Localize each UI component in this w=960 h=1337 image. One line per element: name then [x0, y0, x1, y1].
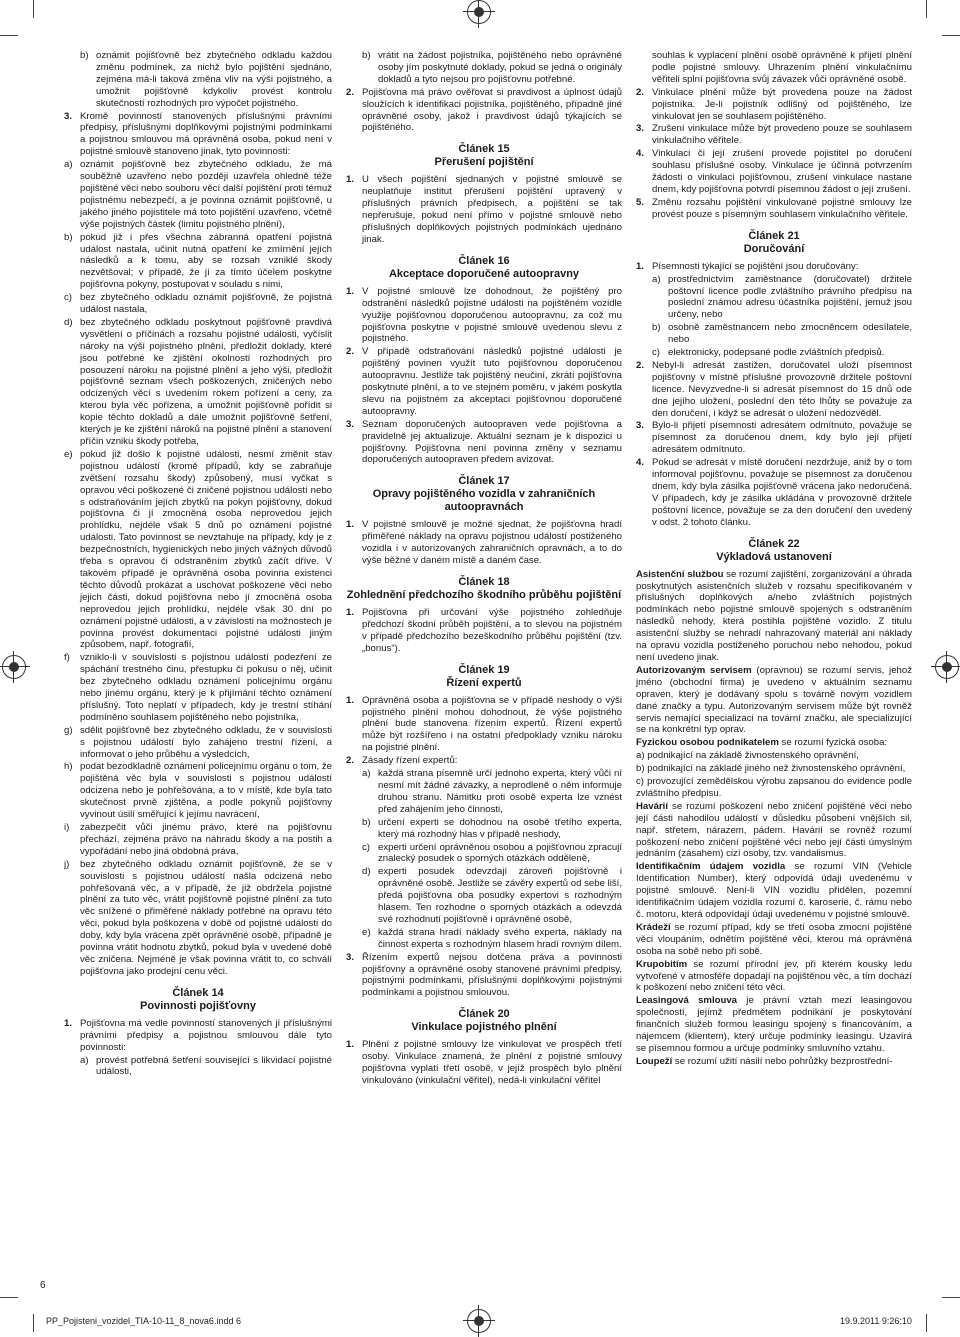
list-marker: c)	[652, 347, 660, 359]
list-item	[346, 419, 622, 467]
list-item-text: sdělit pojišťovně bez zbytečného odkladu, že v souvislosti s pojistnou událostí bylo zahájeno trestní řízení, a informovat o jeho průběhu a výsledcích,	[80, 724, 332, 760]
definition	[636, 861, 912, 921]
definition	[636, 776, 912, 800]
defined-term: Autorizovaným servisem	[636, 664, 752, 676]
list-marker: 3.	[636, 123, 645, 135]
article-title: Vinkulace pojistného plnění	[411, 1021, 557, 1034]
definition	[636, 922, 912, 958]
list-item-text: Seznam doporučených autoopraven vede pojišťovna a pravidelně jej aktualizuje. Aktuální seznam je k dispozici u pojišťovny. Pojišťovna není povinna změny v seznamu doporučených autoopraven předem avizovat.	[362, 418, 622, 466]
definition-text: se rozumí fyzická osoba:	[778, 737, 888, 749]
list-marker: 1.	[346, 1039, 355, 1051]
article-title: Výkladová ustanovení	[716, 550, 832, 563]
list-item	[64, 761, 332, 821]
list-item-text: Pojišťovna má vedle povinností stanovených jí příslušnými právními předpisy a pojistnou smlouvou dále tyto povinnosti:	[80, 1017, 332, 1053]
list-marker: j)	[64, 858, 70, 870]
defined-term: Asistenční službou	[636, 568, 724, 580]
list-item-text: Zásady řízení expertů:	[362, 755, 458, 767]
list-item-text: Pojišťovna při určování výše pojistného zohledňuje předchozí škodní průběh pojištění, a to slevou na pojistném v případě předchozího bezeškodního průběhu pojištění (tzv. „bonus“).	[362, 607, 622, 654]
list-item	[636, 360, 912, 420]
definition-text: je právní vztah mezi leasingovou společností, jejímž předmětem podnikání je poskytování finančních služeb formou leasingu spojený s financováním, a nájemcem (klientem), který určuje podmínky leasingu. Uzavírá se písemnou formou a určuje podmínky smluvního vztahu.	[636, 995, 912, 1054]
list-item	[346, 842, 622, 866]
definition-text: se rozumí přírodní jev, při kterém kousky ledu vytvořené v atmosféře dopadají na pojištěnou věc, a tím dochází k poškození nebo zničení této věci.	[636, 958, 912, 994]
defined-term: Leasingová smlouva	[636, 995, 738, 1007]
list-marker: d)	[64, 316, 73, 328]
list-item-text: Oprávněná osoba a pojišťovna se v případě neshody o výši pojistného plnění mohou dohodnout, že výše pojistného plnění bude stanovena řízením expertů. Řízení expertů může být rozšířeno i na ostatní předpoklady vzniku nároku na pojistné plnění.	[362, 694, 622, 754]
list-item-text: Kromě povinností stanovených příslušnými právními předpisy, příslušnými doplňkovými pojistnými podmínkami a pojistnou smlouvou má oprávněná osoba, pokud není v pojistné smlouvě stanoveno jinak, tyto povinnosti:	[80, 110, 332, 158]
list-item	[346, 174, 622, 245]
definition-text: b) podnikající na základě jiného než živnostenského oprávnění,	[636, 763, 906, 775]
list-item	[636, 347, 912, 359]
list-item	[346, 927, 622, 951]
list-item	[346, 607, 622, 655]
list-marker: f)	[64, 652, 70, 664]
list-marker: a)	[652, 273, 661, 285]
text-column-2	[346, 50, 622, 1295]
article-heading	[346, 255, 622, 281]
article-number: Článek 19	[458, 663, 510, 676]
definition	[636, 750, 912, 762]
article-title: Zohlednění předchozího škodního průběhu pojištění	[346, 589, 622, 601]
article-heading	[636, 230, 912, 256]
list-marker: 5.	[636, 196, 645, 208]
definition-text: se rozumí případ, kdy se třetí osoba zmocní pojištěné věci vloupáním, odnětím pojištěné věci, kterou má oprávněná osoba na sobě nebo při sobě.	[636, 921, 912, 957]
list-marker: 2.	[346, 755, 355, 767]
list-item	[636, 457, 912, 528]
list-item-text: experti posudek odevzdají zároveň pojišťovně i oprávněné osobě. Jestliže se závěry expertů od sebe liší, předá pojišťovna oba posudky expertovi s rozhodným hlasem. Ten rozhodne o sporných otázkách a odevzdá své rozhodnutí pojišťovně i oprávněné osobě,	[378, 866, 622, 925]
list-item-text: elektronicky, podepsané podle zvláštních předpisů.	[668, 347, 885, 359]
list-marker: i)	[64, 822, 70, 833]
list-item-text: osobně zaměstnancem nebo zmocněncem odesílatele, nebo	[668, 322, 912, 346]
list-marker: e)	[64, 448, 73, 460]
list-marker: 1.	[64, 1017, 73, 1029]
list-item-text: Vinkulace plnění může být provedena pouze na žádost pojistníka. Je-li pojistník odlišný od pojištěného, lze vinkulovat jen se souhlasem pojištěného.	[652, 86, 912, 122]
footer-date: 19.9.2011 9:26:10	[840, 1316, 912, 1326]
list-item	[346, 755, 622, 767]
text-column-1	[64, 50, 332, 1295]
list-item-text: oznámit pojišťovně bez zbytečného odkladu, že má souběžně uzavřeno nebo později uzavřela ohledně téže pojištěné věci nebo souboru věcí další pojištění proti témuž pojistnému nebezpečí, a je povinna oznámit pojišťovně, u jakého jiného pojistitele má toto pojištění uzavřeno, včetně výše pojistných částek (limitu pojistného plnění),	[80, 159, 332, 230]
defined-term: Loupeží	[636, 1055, 673, 1067]
list-item	[636, 261, 912, 273]
article-number: Článek 17	[458, 475, 510, 488]
list-marker: d)	[362, 866, 371, 878]
list-marker: a)	[362, 768, 371, 780]
list-item	[64, 317, 332, 448]
definition-text: se rozumí užití násilí nebo pohrůžky bezprostřední-	[672, 1055, 893, 1067]
list-item-text: každá strana písemně určí jednoho experta, který vůči ní nesmí mít žádné závazky, a neprodleně o něm informuje druhou stranu. Námitku proti osobě experta lze vznést před zahájením jeho činnosti,	[378, 768, 622, 815]
crop-mark	[926, 0, 927, 18]
list-item	[64, 449, 332, 651]
list-marker: h)	[64, 761, 73, 773]
article-number: Článek 22	[748, 537, 800, 550]
article-number: Článek 16	[458, 254, 510, 267]
defined-term: Krádeží	[636, 921, 671, 933]
list-item-text: prostřednictvím zaměstnance (doručovatel) držitele poštovní licence podle zvláštního právního předpisu na poslední známou adresu účastníka pojištění, jemuž jsou určeny, nebo	[668, 273, 912, 321]
list-item	[636, 197, 912, 221]
list-item-text: V pojistné smlouvě je možné sjednat, že pojišťovna hradí přiměřené náklady na opravu pojistnou událostí postiženého vozidla i v autorizovaných zahraničních opravnách, a to do výše běžné v daném místě a daném čase.	[362, 519, 622, 567]
list-item-text: Pokud se adresát v místě doručení nezdržuje, aniž by o tom informoval pojišťovnu, považuje se písemnost za doručenou dnem, kdy byla zásilka pojišťovně vrácena jako nedoručená. V případech, kdy je zásilka ukládána v provozovně držitele poštovní licence, považuje se za den doručení den uvedený v odst. 2 tohoto článku.	[652, 457, 912, 528]
article-title: Řízení expertů	[446, 676, 522, 689]
list-item-text: V pojistné smlouvě lze dohodnout, že pojištěný pro odstranění následků pojistné události na pojištěném vozidle využije pojišťovnou doporučenou autoopravnu, za což mu pojišťovna poskytne v pojistné smlouvě uvedenou slevu z pojistného.	[362, 285, 622, 345]
registration-mark-left	[2, 655, 26, 679]
list-item-text: provést potřebná šetření související s likvidací pojistné události,	[96, 1054, 332, 1078]
list-item	[64, 652, 332, 723]
list-marker: 2.	[346, 86, 355, 98]
article-title: Akceptace doporučené autoopravny	[388, 267, 580, 280]
article-heading	[346, 1008, 622, 1034]
definition	[636, 959, 912, 995]
definition-text: se rozumí VIN (Vehicle Identification Number), který odpovídá údaji uvedenému v pojistné smlouvě. Není-li VIN vozidlu přidělen, pozemní identifikačním údajem vozidla rozumí č. karoserie, č. rámu nebo č. motoru, která odpovídají údaji uvedenému v pojistné smlouvě.	[636, 861, 912, 920]
list-item-text: každá strana hradí náklady svého experta, náklady na činnost experta s rozhodným hlasem hradí rovným dílem.	[378, 926, 622, 950]
list-marker: 1.	[346, 519, 355, 531]
list-item-text: souhlas k vyplacení plnění osobě oprávněné k přijetí plnění podle pojistné smlouvy. Uhrazením plnění vinkulačnímu věřiteli splní pojišťovna svůj závazek vůči oprávněné osobě.	[652, 50, 912, 85]
list-item-text: Nebyl-li adresát zastižen, doručovatel uloží písemnost pojišťovny v místně příslušné provozovně držitele poštovní licence. Nevyzvedne-li si adresát písemnost do 15 dnů ode dne jejího uložení, poslední den této lhůty se považuje za den doručení, i když se adresát o uložení nedozvěděl.	[652, 359, 912, 419]
list-item	[346, 1039, 622, 1087]
definition-text: se rozumí zajištění, zorganizování a úhrada poskytnutých asistenčních služeb v rozsahu specifikovaném v příslušných doplňkových a/nebo zvláštních pojistných podmínkách nebo pojistné smlouvě spojených s odstraněním následků nehody, která postihla pojištěné vozidlo. Z titulu asistenční služby se nehradí nahrazovaný materiál ani náklady na opravu vozidla postiženého poruchou nebo nehodou, pokud není uvedeno jinak.	[636, 568, 912, 663]
list-item-text: experti určení oprávněnou osobou a pojišťovnou zpracují znalecký posudek o sporných otázkách odděleně,	[378, 841, 622, 865]
registration-mark-bottom	[467, 1309, 491, 1333]
list-item	[64, 859, 332, 978]
definition-text: se rozumí poškození nebo zničení pojištěné věci nebo její části nahodilou událostí v důsledku působení vnějších sil, např. střetem, nárazem, pádem. Havárií se rovněž rozumí poškození nebo zničení pojištěné věci nebo její části úmyslným jednáním (zásahem) cizí osoby, tzv. vandalismus.	[636, 800, 912, 860]
list-item-text: bez zbytečného odkladu oznámit pojišťovně, že se v souvislosti s pojistnou událostí našla odcizená nebo pohřešovaná věc, a v případě, že již obdržela pojistné plnění za tuto věc, vrátit pojišťovně pojistné plnění za tuto věc snížené o přiměřené náklady potřebné na opravu této věci, pokud byla poškozena v době od pojistné události do doby, kdy byla vrácena zpět oprávněné osobě, případně je povinna vrátit hodnotu zbytků, pokud byla v uvedené době věc zničena. Nejméně je však povinna vrátit to, co schválí pojišťovna jako prodejní cenu věci.	[80, 858, 332, 977]
list-item-text: Bylo-li přijetí písemnosti adresátem odmítnuto, považuje se písemnost za doručenou dnem, kdy bylo její přijetí adresátem odmítnuto.	[652, 420, 912, 456]
list-item-text: V případě odstraňování následků pojistné události je pojištěný povinen využít tuto pojišťovnou doporučenou autoopravnu. Jestliže tak pojištěný neučiní, zkrátí pojišťovna poskytnuté plnění, a to ve stejném poměru, v jakém poskytla slevu na pojistném za akceptaci pojišťovnou doporučené autoopravny.	[362, 346, 622, 417]
list-marker: 2.	[346, 346, 355, 358]
list-item-text: Zrušení vinkulace může být provedeno pouze se souhlasem vinkulačního věřitele.	[652, 123, 912, 147]
list-marker: a)	[64, 159, 73, 171]
list-item	[346, 50, 622, 86]
article-title: Povinnosti pojišťovny	[140, 999, 256, 1012]
article-heading	[346, 576, 622, 602]
list-item	[636, 50, 912, 86]
definition	[636, 1056, 912, 1068]
list-item-text: oznámit pojišťovně bez zbytečného odkladu každou změnu podmínek, za nichž bylo pojištění sjednáno, zejména má-li taková změna vliv na výši pojistného, a umožnit pojišťovně kdykoliv provést kontrolu skutečností rozhodných pro výpočet pojistného.	[96, 50, 332, 109]
page-number: 6	[40, 1280, 46, 1291]
crop-mark	[926, 1314, 927, 1332]
article-number: Článek 20	[458, 1008, 510, 1021]
list-item-text: Změnu rozsahu pojištění vinkulované pojistné smlouvy lze provést pouze s písemným souhlasem vinkulačního věřitele.	[652, 196, 912, 220]
list-item-text: vrátit na žádost pojistníka, pojištěného nebo oprávněné osoby jím poskytnuté doklady, pokud se jedná o originály dokladů a tyto nejsou pro pojišťovnu potřebné.	[378, 50, 622, 85]
crop-mark	[0, 1297, 18, 1298]
list-item	[636, 148, 912, 196]
article-number: Článek 18	[458, 576, 510, 588]
list-item-text: Písemnosti týkající se pojištění jsou doručovány:	[652, 260, 859, 272]
list-marker: c)	[64, 292, 72, 304]
definition	[636, 569, 912, 664]
definition-text: c) provozující zemědělskou výrobu zapsanou do evidence podle zvláštního předpisu.	[636, 776, 912, 799]
list-marker: 2.	[636, 359, 645, 371]
definition	[636, 763, 912, 775]
crop-mark	[942, 1297, 960, 1298]
list-marker: 3.	[346, 951, 355, 963]
defined-term: Fyzickou osobou podnikatelem	[636, 737, 779, 749]
definition	[636, 665, 912, 736]
list-marker: b)	[64, 231, 73, 243]
crop-mark	[942, 35, 960, 36]
list-item	[346, 952, 622, 1000]
article-heading	[636, 538, 912, 564]
list-item-text: bez zbytečného odkladu oznámit pojišťovně, že pojistná událost nastala,	[80, 292, 332, 316]
list-item-text: určení experti se dohodnou na osobě třetího experta, který má rozhodný hlas v případě neshody,	[378, 816, 622, 840]
list-marker: 1.	[636, 260, 645, 272]
list-marker: b)	[362, 50, 371, 61]
article-heading	[346, 143, 622, 169]
list-item-text: Plnění z pojistné smlouvy lze vinkulovat ve prospěch třetí osoby. Vinkulace znamená, že plnění z pojistné smlouvy pojišťovna vyplatí třetí osobě, v jejíž prospěch bylo plnění vinkulováno (vinkulační věřitel), nedá-li vinkulační věřitel	[362, 1039, 622, 1086]
list-marker: e)	[362, 926, 371, 938]
list-item	[346, 768, 622, 816]
list-item-text: U všech pojištění sjednaných v pojistné smlouvě se neuplatňuje institut přerušení pojištění upravený v příslušných právních předpisech, a pojištění se tak nepřerušuje, pokud není přímo v pojistné smlouvě nebo příslušných doplňkových pojistných podmínkách ujednáno jinak.	[362, 174, 622, 245]
list-item	[346, 866, 622, 926]
list-marker: 2.	[636, 86, 645, 98]
list-marker: b)	[652, 322, 661, 334]
crop-mark	[33, 1314, 34, 1332]
text-column-3	[636, 50, 912, 1295]
article-number: Článek 21	[748, 229, 800, 242]
list-marker: a)	[80, 1054, 89, 1066]
definition	[636, 737, 912, 749]
defined-term: Havárií	[636, 800, 668, 812]
definition-text: (opravnou) se rozumí servis, jehož jméno (obchodní firma) je uvedeno v aktuálním seznamu opraven, který je dodávaný spolu s továrně novým vozidlem dané značky a typu. Autorizovaným servisem může být rovněž servis nemající specializaci na tovární značku, ale specializující se na konkrétní typ oprav.	[636, 664, 912, 736]
registration-mark-right	[935, 655, 959, 679]
list-marker: 1.	[346, 174, 355, 186]
list-item-text: Řízením expertů nejsou dotčena práva a povinnosti pojišťovny a oprávněné osoby stanovené právními předpisy, pojistnými podmínkami, příslušnými doplňkovými pojistnými podmínkami a pojistnou smlouvou.	[362, 951, 622, 999]
list-item-text: pokud již došlo k pojistné události, nesmí změnit stav pojistnou událostí (kromě případů, kdy se zabraňuje zvětšení rozsahu škody) způsobený, musí vyčkat s opravou věci poškozené či zničené pojistnou událostí nebo s odstraňováním jejích zbytků na pokyn pojišťovny, dokud pojišťovna či jí zmocněná osoba neprovedou jejich prohlídku, nejdéle však 5 dnů po oznámení pojistné události. Tato povinnost se nevztahuje na případy, kdy je z bezpečnostních, hygienických nebo jiných vážných důvodů třeba s opravou či odstraněním zbytků začít dříve. V takovém případě je oprávněná osoba povinna existenci těchto důvodů prokázat a uschovat poškozené věci nebo jejich části, dokud pojišťovna nebo jí zmocněná osoba neprovedou jejich prohlídku, nejdéle však 30 dní po oznámení pojistné události, a v závislosti na možnostech je povinna provést dokumentaci pojistné události jiným způsobem, např. fotografií,	[80, 448, 332, 651]
list-item-text: Vinkulaci či její zrušení provede pojistitel po doručení souhlasu příslušné osoby. Vinkulace je účinná potvrzením žádosti o vinkulaci pojišťovnou, zrušení vinkulace nastane dnem, kdy pojišťovna potvrdí písemnou žádost o její zrušení.	[652, 148, 912, 195]
list-item-text: vzniklo-li v souvislosti s pojistnou událostí podezření ze spáchání trestného činu, přestupku či pokusu o něj, učinit bez zbytečného odkladu oznámení policejnímu orgánu nebo jinému orgánu, který je k přijímání těchto oznámení příslušný. Toto neplatí v případech, kdy je trestní stíhání podmíněno souhlasem pojištěného nebo pojistníka,	[80, 652, 332, 723]
list-marker: b)	[362, 816, 371, 828]
list-item	[64, 232, 332, 292]
list-item	[64, 50, 332, 110]
list-item-text: Pojišťovna má právo ověřovat si pravdivost a úplnost údajů sloužících k identifikaci pojistníka, pojištěného, případně jiné oprávněné osoby, jakož i pravdivost údajů týkajících se pojištěného.	[362, 86, 622, 134]
list-item	[636, 420, 912, 456]
list-marker: c)	[362, 841, 370, 853]
list-item	[64, 725, 332, 761]
list-marker: 3.	[64, 110, 73, 122]
definition	[636, 995, 912, 1055]
article-heading	[346, 475, 622, 514]
list-item	[346, 286, 622, 346]
crop-mark	[33, 0, 34, 18]
list-item	[346, 817, 622, 841]
list-marker: 3.	[636, 420, 645, 432]
list-marker: 1.	[346, 694, 355, 706]
crop-mark	[0, 35, 18, 36]
list-item-text: bez zbytečného odkladu poskytnout pojišťovně pravdivá vysvětlení o příčinách a rozsahu pojistné události, vyčíslit nároky na výši pojistného plnění, předložit doklady, které jsou potřebné ke zjištění okolností rozhodných pro posouzení nároku na pojistné plnění a jeho výši, předložit pojišťovně seznam všech poškozených, zničených nebo odcizených věcí s uvedením rokem pořízení a ceny, za kterou byla věc pořízena, a umožnit pojišťovně pořídit si kopie těchto dokladů a dále umožnit pojišťovně šetření, kterých je ke zjištění nároků na pojistné plnění a stanovení příčin vzniku škody potřeba,	[80, 316, 332, 447]
list-item	[636, 87, 912, 123]
footer-filename: PP_Pojisteni_vozidel_TIA-10-11_8_nova6.indd 6	[46, 1316, 241, 1326]
list-item	[64, 822, 332, 858]
definition-text: a) podnikající na základě živnostenského oprávnění,	[636, 750, 859, 762]
list-item-text: zabezpečit vůči jinému právo, které na pojišťovnu přechází, zejména právo na náhradu škody a na postih a vypořádání nebo jiná obdobná práva,	[80, 822, 332, 857]
list-item	[636, 322, 912, 346]
list-item	[64, 111, 332, 159]
list-item	[64, 1018, 332, 1054]
definition	[636, 801, 912, 861]
list-item	[636, 274, 912, 322]
article-number: Článek 14	[172, 986, 224, 999]
list-marker: b)	[80, 50, 89, 61]
article-number: Článek 15	[458, 143, 510, 156]
registration-mark-top	[467, 0, 491, 24]
list-marker: 4.	[636, 148, 645, 160]
list-item	[346, 87, 622, 135]
article-title: Přerušení pojištění	[434, 156, 534, 169]
article-heading	[64, 987, 332, 1013]
list-item	[346, 346, 622, 417]
list-item	[346, 695, 622, 755]
list-marker: 1.	[346, 607, 355, 618]
list-item	[64, 1055, 332, 1079]
list-marker: g)	[64, 724, 73, 736]
defined-term: Identifikačním údajem vozidla	[636, 861, 786, 873]
list-item	[64, 159, 332, 230]
list-item	[346, 519, 622, 567]
list-item-text: pokud již i přes všechna zábranná opatření pojistná událost nastala, učinit nutná opatření ke zmírnění jejích následků a k tomu, aby se rozsah vzniklé škody nezvětšoval; v případě, že jí za tímto účelem poskytne pojišťovna pokyny, postupovat v souladu s nimi,	[80, 231, 332, 291]
article-heading	[346, 664, 622, 690]
list-item	[636, 123, 912, 147]
list-marker: 4.	[636, 457, 645, 469]
list-marker: 1.	[346, 285, 355, 297]
list-item	[64, 292, 332, 316]
list-item-text: podat bezodkladně oznámení policejnímu orgánu o tom, že pojištěná věc byla v souvislosti s pojistnou událostí odcizena nebo je pohřešována, a to v místě, kde byla tato skutečnost prvně zjištěna, a podle pokynů pojišťovny vyvinout úsilí směřující k jejímu navrácení,	[80, 761, 332, 821]
article-title: Opravy pojištěného vozidla v zahraničních autoopravnách	[372, 488, 596, 514]
defined-term: Krupobitím	[636, 958, 688, 970]
list-marker: 3.	[346, 418, 355, 430]
article-title: Doručování	[743, 242, 805, 255]
